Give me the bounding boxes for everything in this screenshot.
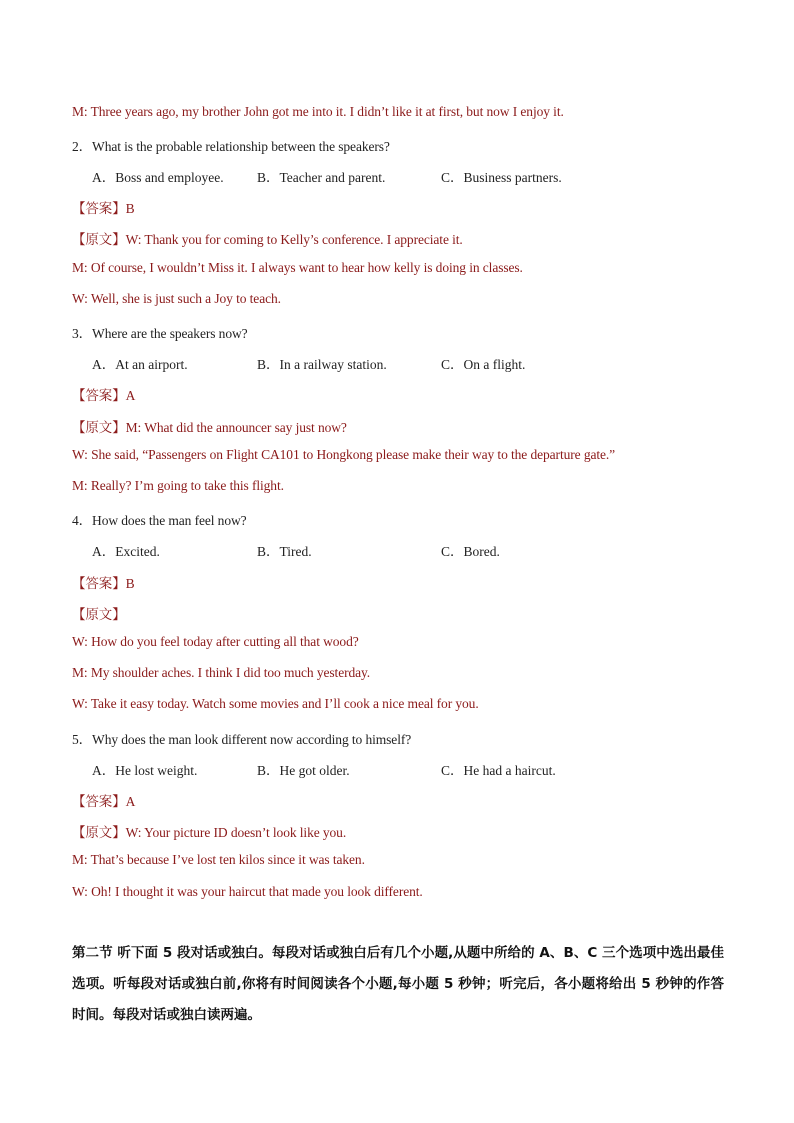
q4-transcript-1: W: How do you feel today after cutting all that wood? — [72, 634, 359, 649]
q3-option-c: C．On a flight. — [441, 357, 526, 372]
answer-tag: 【答案】 — [72, 201, 126, 216]
q4-option-b: B．Tired. — [257, 544, 312, 559]
q3-transcript-1 — [72, 416, 347, 436]
q5-transcript-2: M: That’s because I’ve lost ten kilos since it was taken. — [72, 852, 365, 867]
q4-transcript-2: M: My shoulder aches. I think I did too much yesterday. — [72, 665, 371, 680]
q3-transcript-3: M: Really? I’m going to take this flight. — [72, 478, 284, 493]
q4-option-a: A．Excited. — [92, 544, 160, 559]
q2-transcript-2: M: Of course, I wouldn’t Miss it. I always want to hear how kelly is doing in classes. — [72, 260, 523, 275]
q3-transcript-2: W: She said, “Passengers on Flight CA101 to Hongkong please make their way to the departure gate.” — [72, 447, 616, 462]
q2-option-a: A．Boss and employee. — [92, 170, 224, 185]
q5-option-a: A．He lost weight. — [92, 763, 198, 778]
q2-transcript-1 — [72, 228, 463, 248]
q5-answer — [72, 790, 135, 810]
q2-option-b: B．Teacher and parent. — [257, 170, 386, 185]
q2-option-c: C．Business partners. — [441, 170, 562, 185]
transcript-line: W: Your picture ID doesn’t look like you. — [125, 825, 347, 840]
answer-value: B — [125, 201, 135, 216]
question-4: 4．How does the man feel now? — [72, 513, 247, 528]
q3-option-a: A．At an airport. — [92, 357, 188, 372]
q5-transcript-1 — [72, 821, 346, 841]
question-2: 2．What is the probable relationship between the speakers? — [72, 139, 390, 154]
transcript-line: W: Thank you for coming to Kelly’s conference. I appreciate it. — [125, 232, 463, 247]
q4-transcript-tag: 【原文】 — [72, 607, 126, 622]
answer-tag: 【答案】 — [72, 576, 126, 591]
answer-value: B — [125, 576, 135, 591]
answer-tag: 【答案】 — [72, 388, 126, 403]
q5-option-b: B．He got older. — [257, 763, 350, 778]
section-2-instructions: 第二节 听下面 5 段对话或独白。每段对话或独白后有几个小题,从题中所给的 A、B、C 三个选项中选出最佳选项。听每段对话或独白前,你将有时间阅读各个小题,每小题 5 秒钟；听完后，各小题将给出 5 秒钟的作答时间。每段对话或独白读两遍。 — [72, 945, 724, 1023]
transcript-line: M: Three years ago, my brother John got me into it. I didn’t like it at first, but now I enjoy it. — [72, 104, 564, 119]
q3-option-b: B．In a railway station. — [257, 357, 387, 372]
q5-option-c: C．He had a haircut. — [441, 763, 556, 778]
transcript-tag: 【原文】 — [72, 232, 126, 247]
question-3: 3．Where are the speakers now? — [72, 326, 248, 341]
answer-value: A — [125, 794, 136, 809]
transcript-tag: 【原文】 — [72, 825, 126, 840]
q4-transcript-3: W: Take it easy today. Watch some movies and I’ll cook a nice meal for you. — [72, 696, 479, 711]
transcript-tag: 【原文】 — [72, 420, 126, 435]
question-5: 5．Why does the man look different now according to himself? — [72, 732, 412, 747]
q3-answer — [72, 384, 135, 404]
answer-value: A — [125, 388, 136, 403]
q4-option-c: C．Bored. — [441, 544, 500, 559]
q5-transcript-3: W: Oh! I thought it was your haircut that made you look different. — [72, 884, 423, 899]
answer-tag: 【答案】 — [72, 794, 126, 809]
q4-answer — [72, 572, 135, 592]
q2-answer — [72, 197, 135, 217]
q2-transcript-3: W: Well, she is just such a Joy to teach. — [72, 291, 281, 306]
transcript-line: M: What did the announcer say just now? — [125, 420, 347, 435]
